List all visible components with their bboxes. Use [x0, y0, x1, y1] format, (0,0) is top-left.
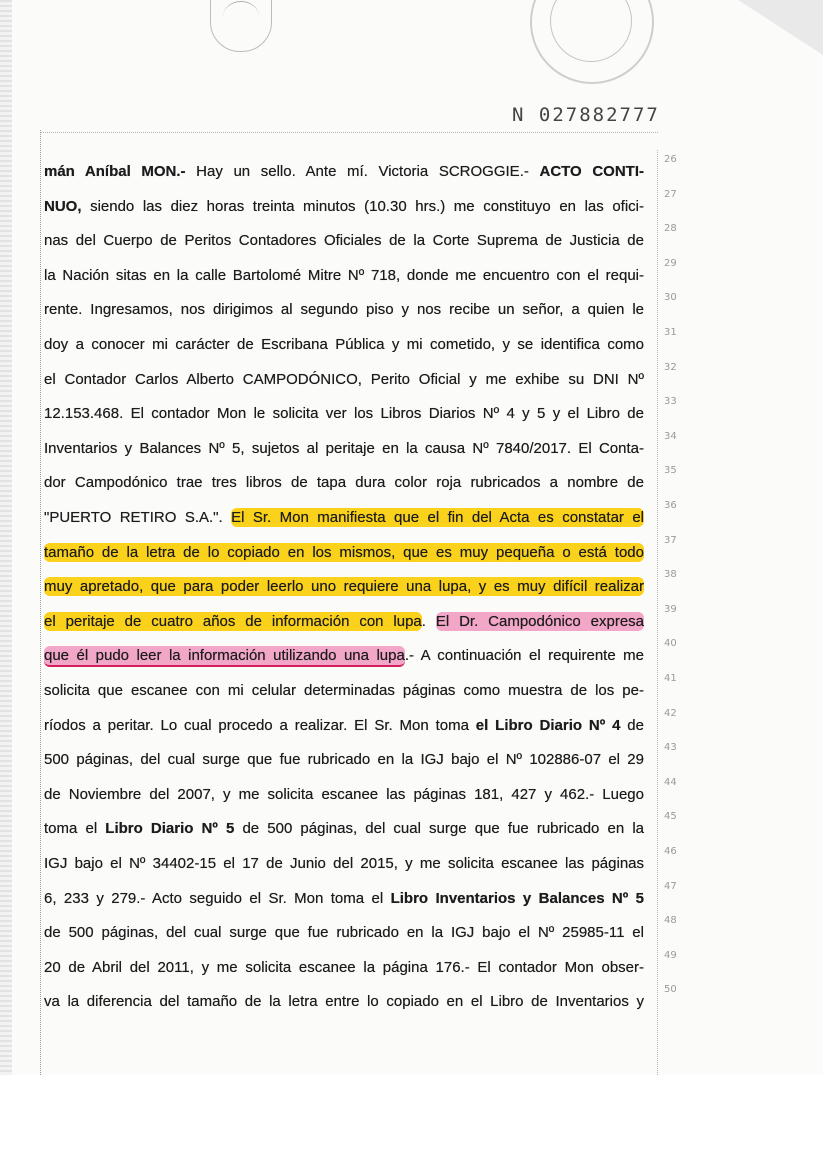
- line-number: 38: [664, 569, 677, 581]
- pink-highlight: El Dr. Campodónico expresa: [435, 612, 644, 630]
- line-number: 49: [664, 949, 677, 961]
- yellow-highlight: El Sr. Mon manifiesta que el fin del Acta es constatar el: [231, 509, 645, 526]
- text-line: [44, 921, 644, 945]
- text-line: [44, 402, 644, 426]
- text-span: Hay un sello. Ante mí. Victoria SCROGGIE.-: [185, 163, 540, 180]
- line-number: 50: [664, 984, 677, 996]
- line-number: 47: [664, 880, 677, 892]
- text-span: IGJ bajo el Nº 34402-15 el 17 de Junio del 2015, y me solicita escanee las páginas: [44, 855, 644, 872]
- yellow-highlight: muy apretado, que para poder leerlo uno requiere una lupa, y es muy difícil realizar: [44, 578, 644, 596]
- text-line: [44, 679, 644, 703]
- notary-college-seal: [530, 0, 654, 84]
- line-number: 40: [664, 638, 677, 650]
- text-line: [44, 229, 644, 253]
- line-number: 34: [664, 430, 677, 442]
- text-line: [44, 195, 644, 219]
- page-top-border: [40, 132, 658, 134]
- text-line: [44, 437, 644, 461]
- text-span: Inventarios y Balances Nº 5, sujetos al peritaje en la causa Nº 7840/2017. El Conta-: [44, 439, 644, 457]
- text-span: nas del Cuerpo de Peritos Contadores Oficiales de la Corte Suprema de Justicia de: [44, 232, 644, 250]
- text-line: [44, 817, 644, 841]
- text-span: "PUERTO RETIRO S.A.".: [44, 509, 232, 526]
- text-line: [44, 506, 644, 530]
- document-number: N 027882777: [512, 104, 660, 126]
- text-line: [44, 748, 644, 772]
- pink-highlight: que él pudo leer la información utilizando una lupa: [44, 646, 405, 667]
- line-number: 41: [664, 673, 677, 684]
- text-span: 6, 233 y 279.- Acto seguido el Sr. Mon toma el: [44, 889, 391, 907]
- line-number: 46: [664, 846, 677, 857]
- text-span: el Libro Diario Nº 4: [475, 716, 621, 734]
- page-left-border: [40, 130, 42, 1075]
- scan-edge: [0, 0, 12, 1075]
- text-line: [44, 783, 644, 807]
- text-line: [44, 887, 644, 911]
- line-number: 44: [664, 776, 677, 788]
- text-span: de: [620, 716, 644, 734]
- line-number: 42: [664, 707, 677, 719]
- page-corner: [738, 0, 823, 55]
- text-line: [44, 990, 644, 1014]
- text-span: de Noviembre del 2007, y me solicita escanee las páginas 181, 427 y 462.- Luego: [44, 785, 644, 803]
- text-line: [44, 298, 644, 322]
- text-line: [44, 852, 644, 876]
- line-number: 33: [664, 396, 677, 408]
- line-number: 32: [664, 361, 677, 373]
- text-span: rente. Ingresamos, nos dirigimos al segundo piso y nos recibe un señor, a quien le: [44, 301, 644, 319]
- text-span: el Contador Carlos Alberto CAMPODÓNICO, Perito Oficial y me exhibe su DNI Nº: [44, 370, 644, 388]
- line-number: 29: [664, 257, 677, 269]
- line-number: 30: [664, 292, 677, 304]
- line-number: 28: [664, 223, 677, 235]
- text-span: dor Campodónico trae tres libros de tapa dura color roja rubricados a nombre de: [44, 474, 644, 492]
- text-line: [44, 333, 644, 357]
- page-right-border: [657, 150, 659, 1075]
- text-span: siendo las diez horas treinta minutos (10.30 hrs.) me constituyo en las ofici-: [81, 197, 644, 215]
- text-span: .- A continuación el requirente me: [404, 647, 644, 665]
- text-span: mán Aníbal MON.-: [44, 163, 186, 180]
- line-number: 43: [664, 742, 677, 754]
- text-span: 20 de Abril del 2011, y me solicita escanee la página 176.- El contador Mon obser-: [44, 958, 644, 976]
- text-span: de 500 páginas, del cual surge que fue rubricado en la IGJ bajo el Nº 25985-11 el: [44, 924, 644, 942]
- text-span: ríodos a peritar. Lo cual procedo a realizar. El Sr. Mon toma: [44, 716, 476, 734]
- text-span: Libro Diario Nº 5: [105, 820, 235, 838]
- line-number: 37: [664, 534, 677, 546]
- text-span: ACTO CONTI-: [539, 163, 644, 180]
- line-number: 48: [664, 915, 677, 927]
- line-number: 26: [664, 154, 677, 165]
- text-line: [44, 264, 644, 288]
- text-span: Libro Inventarios y Balances Nº 5: [390, 889, 644, 907]
- yellow-highlight: tamaño de la letra de lo copiado en los mismos, que es muy pequeña o está todo: [44, 543, 644, 561]
- yellow-highlight: el peritaje de cuatro años de información con lupa: [44, 612, 422, 630]
- text-line: [44, 471, 644, 495]
- text-span: 12.153.468. El contador Mon le solicita ver los Libros Diarios Nº 4 y 5 y el Libro de: [44, 405, 644, 423]
- text-line: [44, 644, 644, 668]
- text-span: la Nación sitas en la calle Bartolomé Mitre Nº 718, donde me encuentro con el requi-: [44, 266, 644, 284]
- text-line: [44, 714, 644, 738]
- bottom-margin: [0, 1075, 823, 1152]
- line-number: 31: [664, 327, 677, 338]
- text-span: solicita que escanee con mi celular determinadas páginas como muestra de los pe-: [44, 682, 644, 699]
- text-span: 500 páginas, del cual surge que fue rubricado en la IGJ bajo el Nº 102886-07 el 29: [44, 751, 644, 769]
- line-number: 45: [664, 811, 677, 823]
- text-span: NUO,: [44, 197, 82, 215]
- line-number: 36: [664, 500, 677, 511]
- text-line: [44, 610, 644, 634]
- text-span: de 500 páginas, del cual surge que fue rubricado en la: [234, 820, 644, 838]
- text-span: .: [421, 612, 436, 630]
- text-line: [44, 160, 644, 184]
- text-span: doy a conocer mi carácter de Escribana Pública y mi cometido, y se identifica como: [44, 336, 644, 353]
- text-line: [44, 541, 644, 565]
- text-line: [44, 368, 644, 392]
- text-span: toma el: [44, 820, 106, 838]
- text-line: [44, 956, 644, 980]
- line-number: 35: [664, 465, 677, 477]
- text-line: [44, 575, 644, 599]
- text-span: va la diferencia del tamaño de la letra entre lo copiado en el Libro de Inventarios y: [44, 993, 644, 1011]
- line-number: 27: [664, 188, 677, 200]
- national-coat-of-arms-seal: [210, 0, 272, 52]
- line-number: 39: [664, 603, 677, 615]
